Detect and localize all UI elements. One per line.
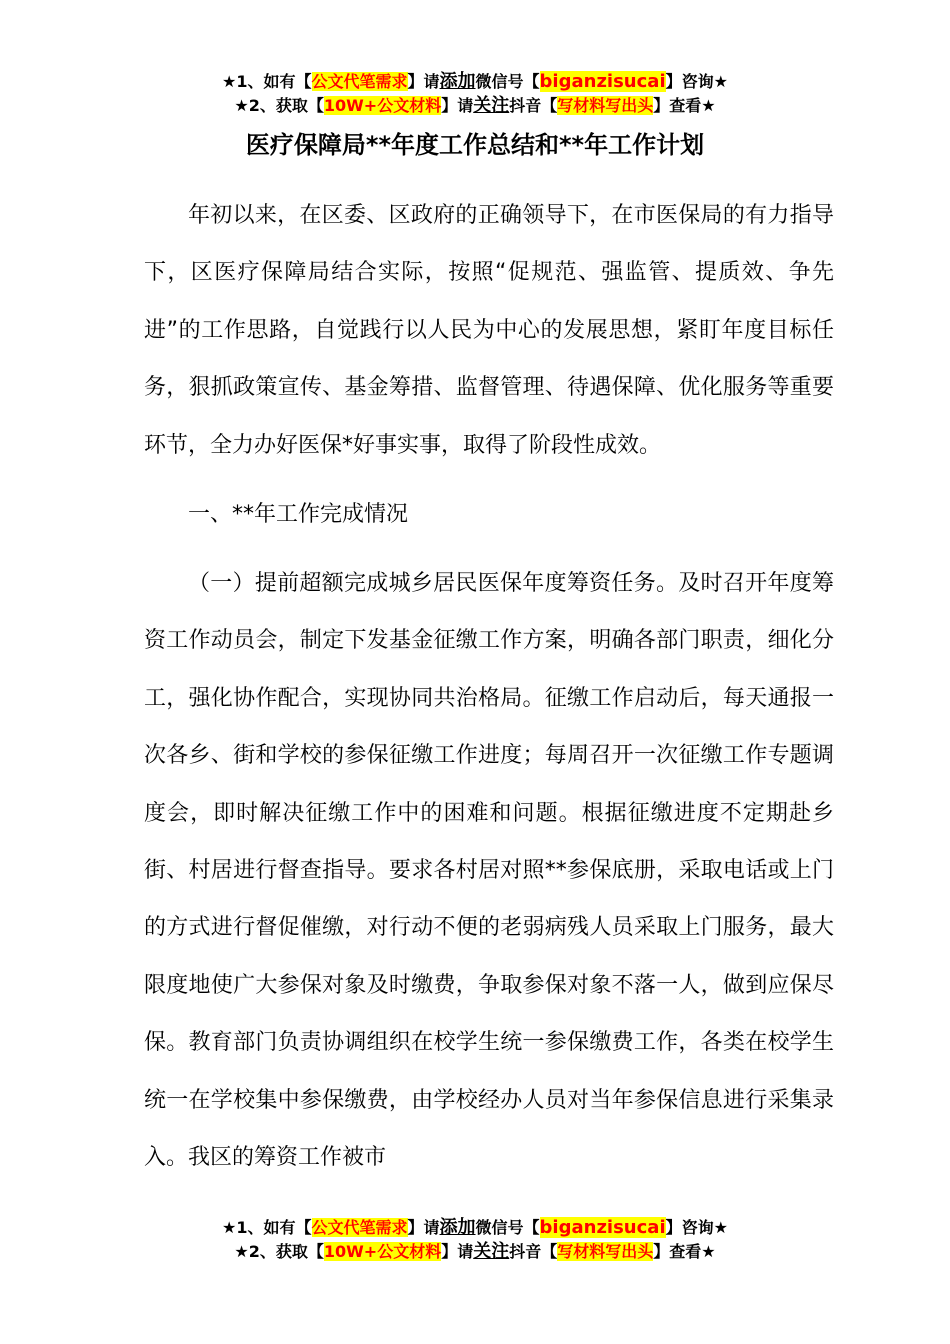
banner-underline: 关注	[473, 1241, 510, 1262]
banner-text: 】请	[407, 72, 440, 91]
banner-highlight: 写材料写出头	[557, 1242, 654, 1261]
banner-text: 微信号【	[475, 72, 540, 91]
paragraph-text: 年初以来，在区委、区政府的正确领导下，在市医保局的有力指导下，区医疗保障局结合实际，按照“促规范、强监管、提质效、争先进”的工作思路，自觉践行以人民为中心的发展思想，紧盯年度目标任务，狠抓政策宣传、基金筹措、监督管理、待遇保障、优化服务等重要环节，全力办好医保*好事实事，取得了阶段性成效。	[144, 203, 834, 458]
banner-text: ★1、如有【	[222, 1218, 312, 1237]
banner-underline: 添加	[439, 1217, 476, 1238]
heading-text: 一、**年工作完成情况	[188, 502, 409, 527]
banner-text: 】查看★	[653, 1242, 716, 1261]
footer-banner	[0, 1216, 950, 1264]
paragraph-section-1	[144, 555, 834, 1186]
banner-highlight: 公文代笔需求	[311, 72, 408, 91]
banner-line-1	[0, 1216, 950, 1240]
banner-line-1	[0, 70, 950, 94]
banner-text: 】查看★	[653, 96, 716, 115]
header-banner	[0, 70, 950, 118]
banner-text: 】请	[441, 96, 474, 115]
banner-highlight: 10W+公文材料	[323, 1242, 442, 1261]
banner-text: ★2、获取【	[234, 1242, 324, 1261]
banner-highlight: 10W+公文材料	[323, 96, 442, 115]
banner-underline: 关注	[473, 95, 510, 116]
banner-text: 抖音【	[509, 96, 558, 115]
banner-highlight: 写材料写出头	[557, 96, 654, 115]
paragraph-intro	[144, 187, 834, 474]
banner-underline: 添加	[439, 71, 476, 92]
banner-highlight: biganzisucai	[539, 1217, 666, 1238]
banner-text: ★1、如有【	[222, 72, 312, 91]
section-heading	[144, 486, 834, 543]
banner-text: ★2、获取【	[234, 96, 324, 115]
banner-text: 】请	[407, 1218, 440, 1237]
banner-line-2	[0, 1240, 950, 1264]
document-title: 医疗保障局**年度工作总结和**年工作计划	[245, 131, 705, 159]
banner-highlight: 公文代笔需求	[311, 1218, 408, 1237]
banner-text: 微信号【	[475, 1218, 540, 1237]
banner-highlight: biganzisucai	[539, 71, 666, 92]
banner-text: 抖音【	[509, 1242, 558, 1261]
banner-text: 】请	[441, 1242, 474, 1261]
banner-text: 】咨询★	[665, 1218, 728, 1237]
paragraph-text: （一）提前超额完成城乡居民医保年度筹资任务。及时召开年度筹资工作动员会，制定下发基金征缴工作方案，明确各部门职责，细化分工，强化协作配合，实现协同共治格局。征缴工作启动后，每天通报一次各乡、街和学校的参保征缴工作进度；每周召开一次征缴工作专题调度会，即时解决征缴工作中的困难和问题。根据征缴进度不定期赴乡街、村居进行督查指导。要求各村居对照**参保底册，采取电话或上门的方式进行督促催缴，对行动不便的老弱病残人员采取上门服务，最大限度地使广大参保对象及时缴费，争取参保对象不落一人，做到应保尽保。教育部门负责协调组织在校学生统一参保缴费工作，各类在校学生统一在学校集中参保缴费，由学校经办人员对当年参保信息进行采集录入。我区的筹资工作被市	[144, 571, 834, 1171]
banner-line-2	[0, 94, 950, 118]
banner-text: 】咨询★	[665, 72, 728, 91]
